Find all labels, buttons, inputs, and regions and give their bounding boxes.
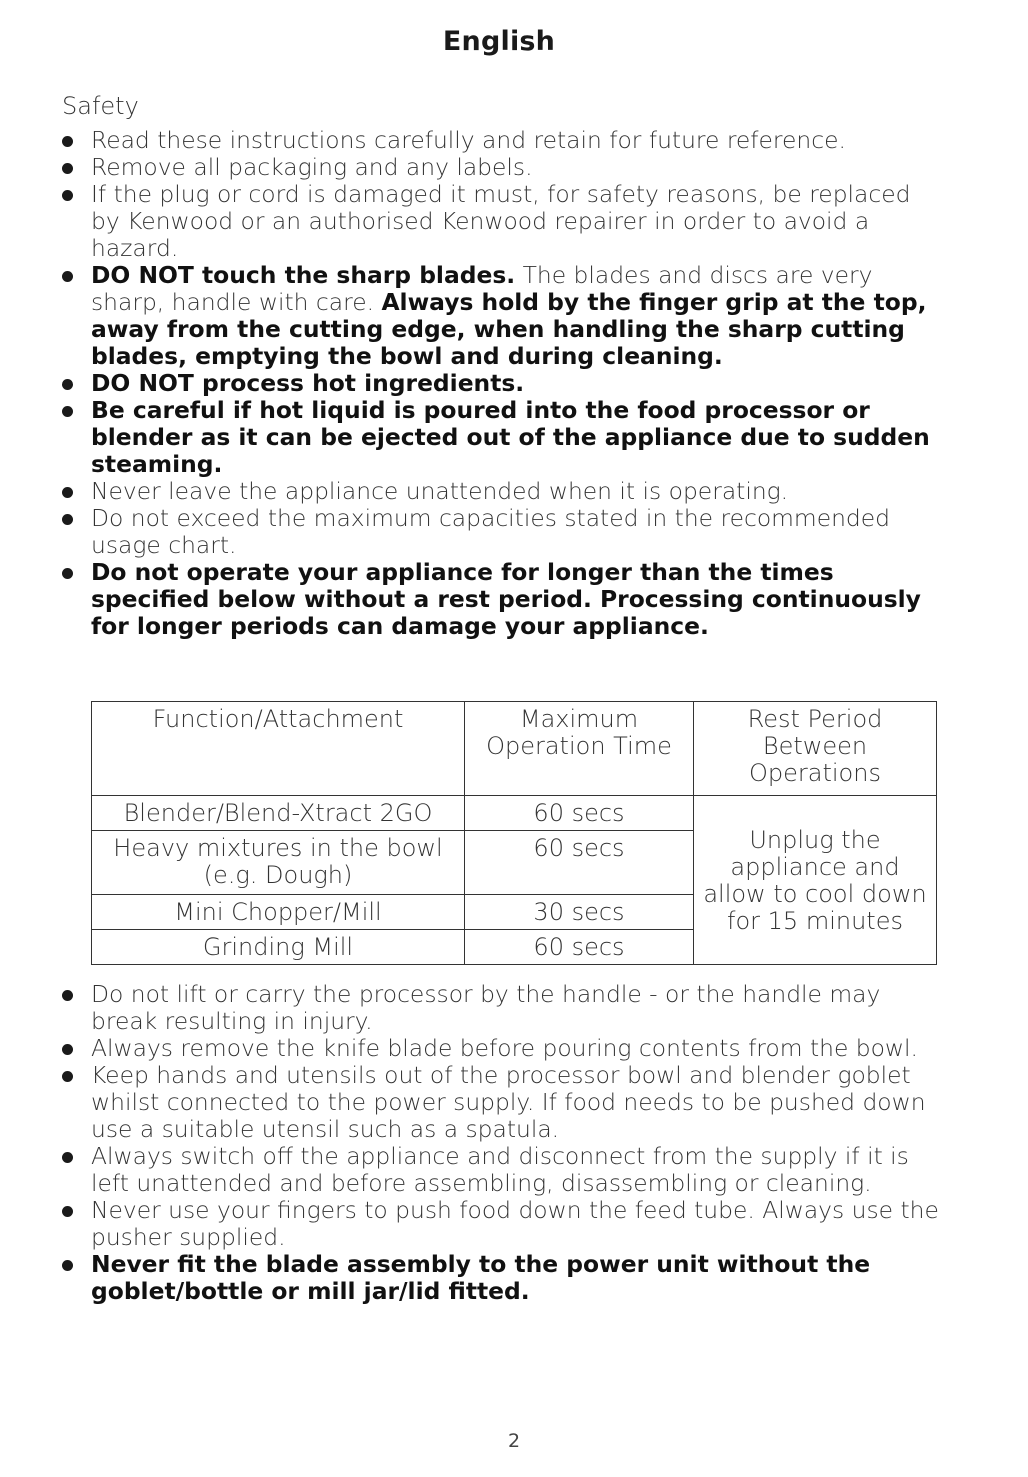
item-text: Remove all packaging and any labels. bbox=[91, 153, 533, 181]
safety-list-bottom bbox=[60, 981, 940, 1305]
bold-text: DO NOT touch the sharp blades. bbox=[91, 261, 516, 289]
table-header-row bbox=[92, 702, 937, 796]
bold-text: Always hold by the finger grip at the top, away from the cutting edge, when handling the sharp cutting blades, emptying the bowl and during cleaning. bbox=[91, 288, 927, 370]
safety-item bbox=[60, 397, 940, 478]
item-text: Always remove the knife blade before pouring contents from the bowl. bbox=[91, 1034, 918, 1062]
item-text: Always switch off the appliance and disconnect from the supply if it is left unattended and before assembling, disassembling or cleaning. bbox=[91, 1142, 909, 1197]
safety-item bbox=[60, 1062, 940, 1143]
item-text: Never use your fingers to push food down the feed tube. Always use the pusher supplied. bbox=[91, 1196, 939, 1251]
item-text: The blades and discs are very sharp, handle with care. bbox=[91, 261, 873, 316]
row-time: 60 secs bbox=[465, 831, 694, 895]
row-time: 60 secs bbox=[465, 930, 694, 965]
header-rest-period: Rest Period Between Operations bbox=[694, 702, 937, 796]
section-heading: Safety bbox=[62, 92, 139, 120]
page-number: 2 bbox=[507, 1430, 521, 1452]
safety-item bbox=[60, 1251, 940, 1305]
safety-item bbox=[60, 1197, 940, 1251]
safety-item bbox=[60, 1143, 940, 1197]
page-title: English bbox=[442, 26, 556, 57]
row-time: 60 secs bbox=[465, 796, 694, 831]
operation-time-table bbox=[91, 701, 937, 965]
safety-item bbox=[60, 127, 940, 154]
item-text: Do not exceed the maximum capacities stated in the recommended usage chart. bbox=[91, 504, 891, 559]
header-function: Function/Attachment bbox=[92, 702, 465, 796]
item-text: Never leave the appliance unattended when it is operating. bbox=[91, 477, 789, 505]
safety-item bbox=[60, 370, 940, 397]
safety-item bbox=[60, 981, 940, 1035]
safety-item bbox=[60, 1035, 940, 1062]
item-text: Keep hands and utensils out of the processor bowl and blender goblet whilst connected to the power supply. If food needs to be pushed down use a suitable utensil such as a spatula. bbox=[91, 1061, 926, 1143]
safety-item bbox=[60, 262, 940, 370]
item-text: If the plug or cord is damaged it must, for safety reasons, be replaced by Kenwood or an authorised Kenwood repairer in order to avoid a hazard. bbox=[91, 180, 911, 262]
header-max-time: Maximum Operation Time bbox=[465, 702, 694, 796]
safety-list-top bbox=[60, 127, 940, 640]
safety-item bbox=[60, 478, 940, 505]
table-row bbox=[92, 796, 937, 831]
safety-item bbox=[60, 559, 940, 640]
row-function: Heavy mixtures in the bowl (e.g. Dough) bbox=[92, 831, 465, 895]
bold-text: DO NOT process hot ingredients. bbox=[91, 369, 525, 397]
bold-text: Never fit the blade assembly to the power unit without the goblet/bottle or mill jar/lid fitted. bbox=[91, 1250, 871, 1305]
safety-item bbox=[60, 154, 940, 181]
rest-period-cell: Unplug the appliance and allow to cool down for 15 minutes bbox=[694, 796, 937, 965]
safety-item bbox=[60, 505, 940, 559]
bold-text: Be careful if hot liquid is poured into the food processor or blender as it can be ejected out of the appliance due to sudden steaming. bbox=[91, 396, 930, 478]
row-time: 30 secs bbox=[465, 895, 694, 930]
item-text: Read these instructions carefully and retain for future reference. bbox=[91, 126, 846, 154]
item-text: Do not lift or carry the processor by the handle - or the handle may break resulting in injury. bbox=[91, 980, 881, 1035]
safety-item bbox=[60, 181, 940, 262]
row-function: Mini Chopper/Mill bbox=[92, 895, 465, 930]
row-function: Grinding Mill bbox=[92, 930, 465, 965]
bold-text: Do not operate your appliance for longer than the times specified below without a rest period. Processing continuously for longer periods can damage your appliance. bbox=[91, 558, 921, 640]
row-function: Blender/Blend-Xtract 2GO bbox=[92, 796, 465, 831]
